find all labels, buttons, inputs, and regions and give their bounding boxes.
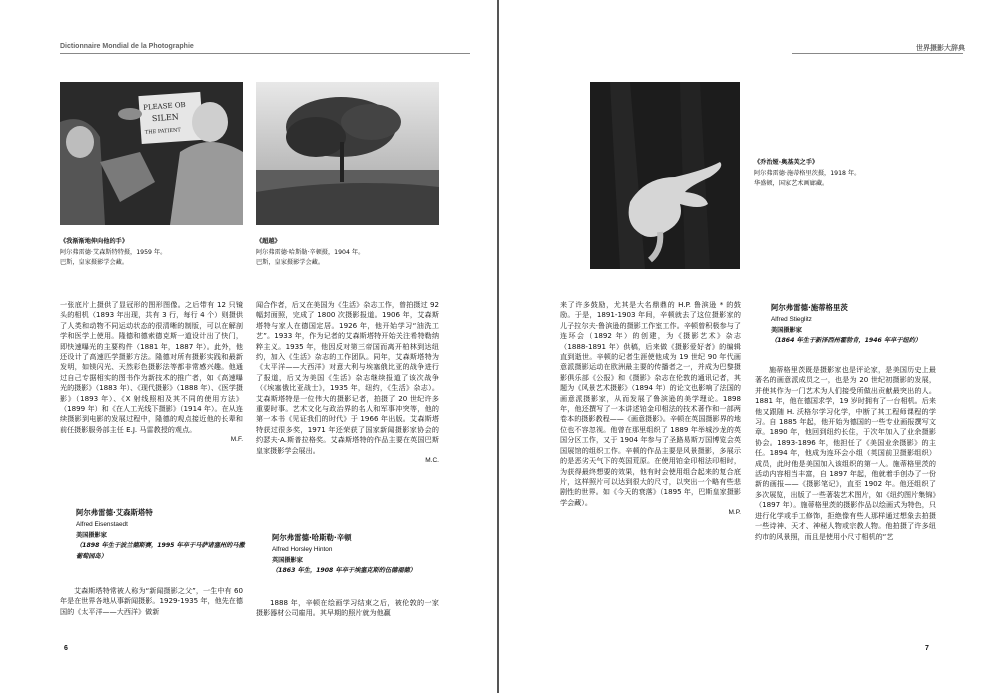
photo-hinton [256, 82, 439, 225]
author-signature: M.P. [728, 509, 741, 517]
left-running-header: Dictionnaire Mondial de la Photographie [60, 43, 194, 50]
entry-role: 美国摄影家 [771, 327, 802, 334]
right-running-header: 世界摄影大辞典 [916, 45, 965, 52]
right-page-column-1 [560, 300, 741, 519]
caption-photo-3 [754, 158, 894, 190]
entry-lifespan: （1864 年生于新泽西州霍勃肯，1946 年卒于纽约） [771, 337, 922, 344]
body-paragraph-eisenstaedt: 艾森斯塔特常被人称为“新闻摄影之父”，一生中有 60 年是在世界各地从事新闻摄影。1929-1935 年，他先在德国的《太平洋——大西洋》做新 [60, 586, 243, 616]
entry-name-zh: 阿尔弗雷德·施蒂格里茨 [771, 303, 848, 312]
entry-role: 美国摄影家 [76, 532, 107, 539]
left-page [0, 0, 497, 693]
entry-stieglitz [771, 302, 946, 347]
left-page-column-1-cont [60, 586, 243, 617]
page-number-right: 7 [925, 645, 929, 652]
photo-hinton-image [256, 82, 439, 225]
entry-hinton [272, 532, 442, 577]
caption-2-line2: 阿尔弗雷德·哈斯勒·辛顿摄，1904 年。 [256, 248, 365, 256]
entry-name-en: Alfred Stieglitz [771, 316, 812, 323]
right-page-column-2 [755, 365, 936, 542]
entry-name-zh: 阿尔弗雷德·哈斯勒·辛顿 [272, 533, 352, 542]
left-page-column-2 [256, 300, 439, 467]
caption-photo-1 [60, 237, 245, 269]
caption-1-line3: 巴斯，皇家摄影学会藏。 [60, 259, 129, 266]
entry-name-zh: 阿尔弗雷德·艾森斯塔特 [76, 508, 153, 517]
svg-text:PLEASE OB: PLEASE OB [142, 100, 186, 112]
entry-eisenstaedt [76, 507, 246, 562]
left-page-column-2-cont [256, 598, 439, 619]
photo-eisenstaedt-image [60, 82, 243, 225]
photo-stieglitz [590, 82, 740, 269]
entry-lifespan: （1863 年生，1908 年卒于埃塞克斯的伍德福德） [272, 567, 416, 574]
right-page [499, 0, 996, 693]
body-paragraph-lund: 一张底片上摄供了显冠形的图形图像。之后带有 12 只镜头的相机（1893 年出现，共有 3 行，每行 4 个）则摄供了人类和动物不同运动状态的很清晰的制版，可以在解剖学和医学上使用。隆德和德索德克斯一道设计出了快门，即快速曝光的主要构件（1881 年，1887 年）。此外，他还设计了高速匹学摄影方法。隆德对所有摄影实践和最新发明，如镁闪光、天然彩色摄影法等都非常感兴趣。他通过自己专据相实的图书作为新技术的推广者，如《高速曝光的摄影》（1883 年）、《现代摄影》（1888 年）、《医学摄影》（1893 年）、《X 射线照相及其不同的使用方法》（1899 年）和《在人工光线下摄影》（1914 年）。在从连续摄影到电影的发展过程中，隆德的观点接近他的长辈和前任摄影服务部主任 E.J. 马雷教授的观点。 [60, 300, 243, 434]
photo-stieglitz-image [590, 82, 740, 269]
caption-1-title: 《我渐渐地伸向他的手》 [60, 238, 129, 245]
body-paragraph-eisenstaedt-cont: 闻合作者，后又在美国为《生活》杂志工作，曾拍摄过 92 幅封面照，完成了 1800 次摄影报道。1906 年，艾森斯塔特与家人在德国定居。1926 年，他开始学习“油洗工艺”。1933 年，作为记者的艾森斯塔特开始关注希特勒纳粹主义。1935 年，他因反对第三帝国而离开柏林到达纽约，加入《生活》杂志的工作团队。同年，艾森斯塔特为《太平洋——大西洋》对意大利与埃塞俄比亚的战争进行了报道，后又为美国《生活》杂志继续报道了该次战争（《埃塞俄比亚战士》，1935 年，纽约，《生活》杂志）。艾森斯塔特是一位伟大的摄影记者，拍摄了 20 世纪许多重要时事。艺术文化与政治界的名人和军事冲突等，他的第一本书《见证我们的时代》于 1966 年出版。艾森斯塔特获过很多奖，1971 年还荣获了国家新闻摄影家协会的约瑟夫·A.斯普拉格奖。艾森斯塔特的作品主要在英国巴斯皇家摄影学会展出。 [256, 300, 439, 455]
body-paragraph-hinton-cont: 来了许多鼓励，尤其是大名鼎鼎的 H.P. 鲁滨逊 * 的鼓励。于是，1891-1903 年间，辛顿就去了这位摄影家的儿子拉尔夫·鲁滨逊的摄影工作室工作。辛顿曾积极参与了连环会（1892 年）的创建，为《摄影艺术》杂志（1888-1891 年）供稿，后来做《摄影爱好者》的编辑直到逝世。辛顿的记者生涯使他成为 19 世纪 90 年代画意派摄影运动在欧洲最主要的传播者之一，并成为巴黎摄影俱乐部《公报》和《摄影》杂志在伦敦的通讯记者，其题为《风景艺术摄影》（1894 年）的论文也影响了法国的画意派摄影家，从而发展了鲁滨逊的美学理论。1898 年，他还撰写了一本讲述铂金印相法的技术著作和一部两卷本的摄影教程——《画意摄影》。辛顿在英国摄影界的地位也不容忽视。他曾在那里组织了 1889 年举城沙龙的英国分区工作，又于 1904 年参与了圣路易斯万国博览会英国展馆的组织工作。辛顿的作品主要是风景摄影，多展示的是恶劣天气下的英国荒原。在使用铂金印相法印相时，为获得最终想要的效果，他有时会使用组合起来的复合底片，这样照片可以达到很大的尺寸，以突出一个略有些悲剧性的世界。如《今天的衰落》（1895 年，巴斯皇家摄影学会藏）。 [560, 300, 741, 507]
caption-2-line3: 巴斯，皇家摄影学会藏。 [256, 259, 325, 266]
entry-role: 英国摄影家 [272, 557, 303, 564]
caption-1-line2: 阿尔弗雷德·艾森斯特特摄，1959 年。 [60, 248, 167, 256]
page-number-left: 6 [64, 645, 68, 652]
caption-photo-2 [256, 237, 441, 269]
body-paragraph-stieglitz: 施蒂格里茨既是摄影家也是评论家，是美国历史上最著名的画意派成员之一，也是为 20 世纪初摄影的发展，并使其作为一门艺术为人们接受所做出贡献最突出的人。1881 年，他在德国求学，19 岁时拥有了一台相机。后来他又跟随 H. 沃格尔学习化学，中断了其工程师课程的学习。自 1885 年起，他开始为德国的一些专业画报撰写文章。1890 年，他回到纽约长住，于次年加入了业余摄影协会。1893-1896 年，他担任了《美国业余摄影》的主任。1894 年，他成为连环会小组（英国前卫摄影组织）成员，此时他是美国加入该组织的第一人。施蒂格里茨的活动内容相当丰富，自 1897 年起，他就着手创办了一份新的画报——《摄影笔记》，直至 1902 年。他还组织了多次展览，出版了一些著装艺术图片，如《纽约图片集锦》（1897 年）。施蒂格里茨的摄影作品以绘画式为特色，只进行化学或手工修饰，拒绝像有些人那样通过想象去拍摄一些诗神、天才、神秘人物或宗教人物。他拍摄了许多纽约市的风景照，而且是使用小尺寸相机的“艺 [755, 365, 936, 541]
caption-3-line2: 阿尔弗雷德·施蒂格里茨摄，1918 年。 [754, 169, 861, 177]
svg-text:SILEN: SILEN [151, 112, 180, 124]
caption-3-line3: 华盛顿，国家艺术画廊藏。 [754, 180, 829, 187]
entry-name-en: Alfred Horsley Hinton [272, 546, 333, 553]
body-paragraph-hinton: 1888 年，辛顿在绘画学习结束之后，被伦敦的一家摄影器材公司雇用。其早期的照片就为他赢 [256, 598, 439, 618]
right-header-rule [792, 53, 963, 54]
author-signature: M.F. [230, 436, 243, 444]
author-signature: M.C. [425, 457, 439, 465]
left-page-column-1 [60, 300, 243, 446]
entry-name-en: Alfred Eisenstaedt [76, 521, 128, 528]
caption-3-title: 《乔治娅·奥基芙之手》 [754, 159, 819, 166]
svg-text:THE PATIENT: THE PATIENT [144, 127, 181, 136]
entry-lifespan: （1898 年生于波兰德斯赛，1995 年卒于马萨诸塞州的马撒葡萄园岛） [76, 542, 245, 560]
photo-eisenstaedt [60, 82, 243, 225]
left-header-rule [60, 53, 470, 54]
caption-2-title: 《超越》 [256, 238, 281, 245]
